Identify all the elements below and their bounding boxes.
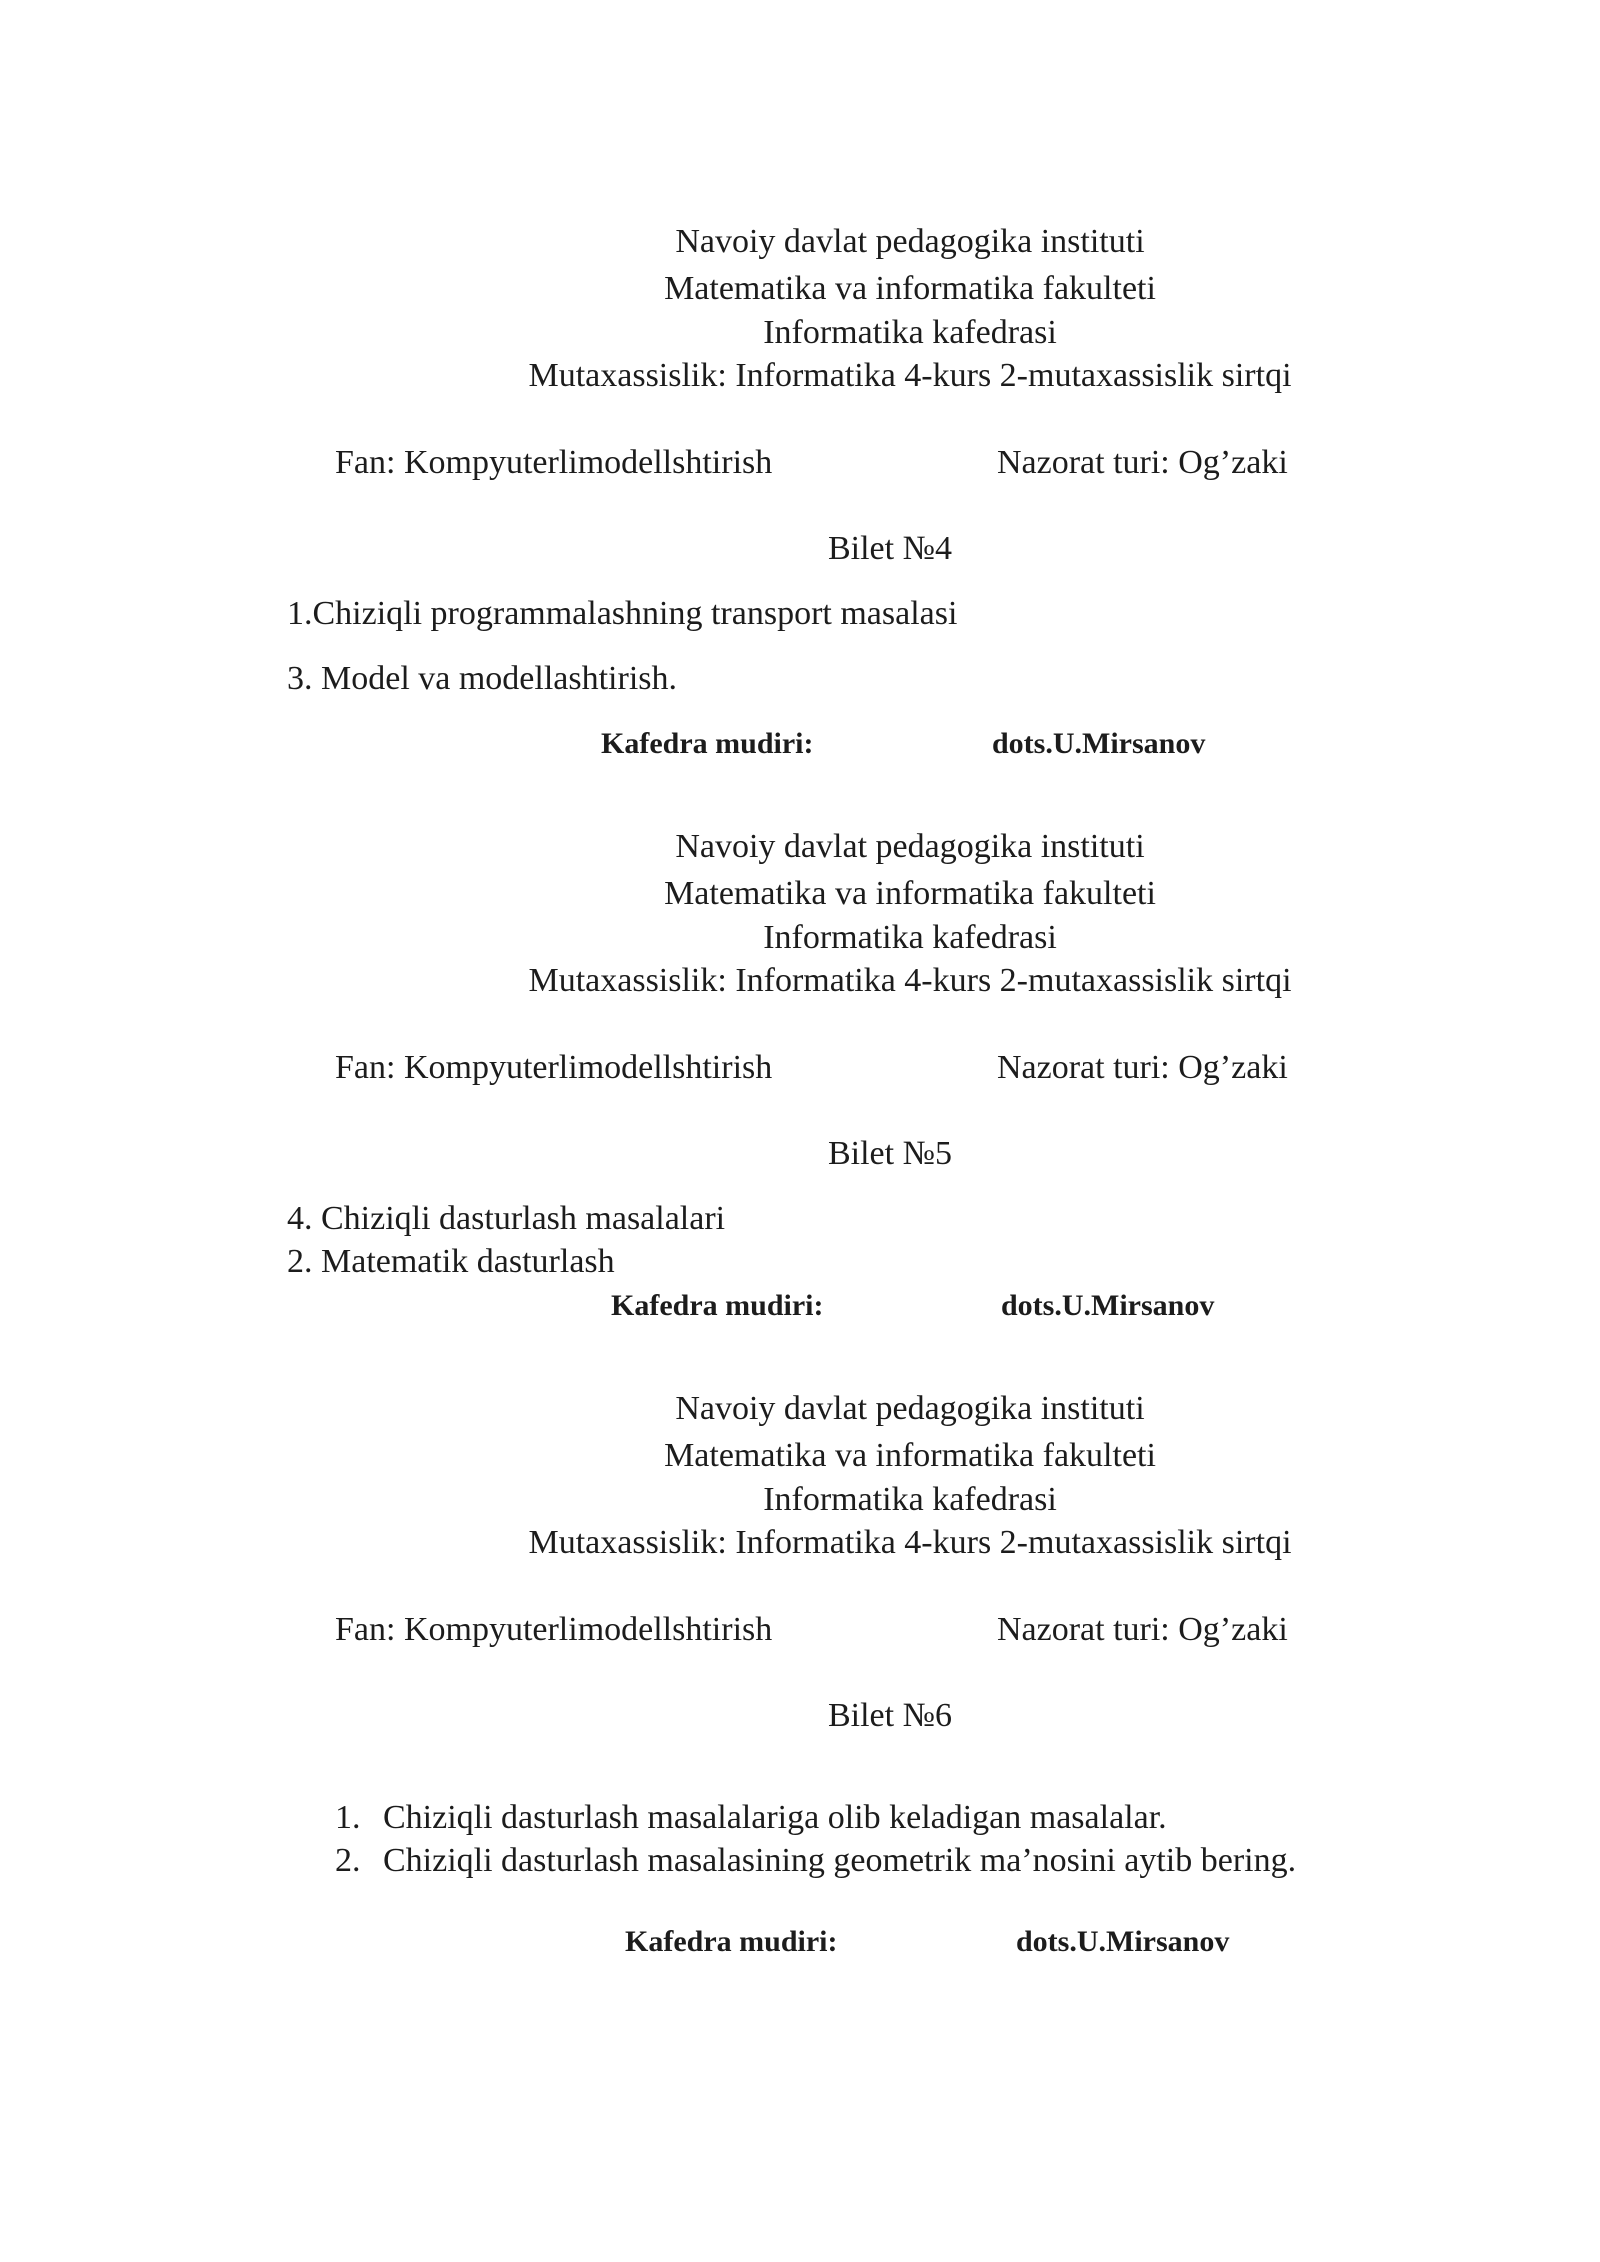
subject-line: Fan: Kompyuterlimodellshtirish <box>335 1611 773 1648</box>
ticket-number: Bilet №4 <box>827 530 953 567</box>
question-number: 2. <box>335 1842 361 1879</box>
ticket-number: Bilet №5 <box>827 1135 953 1172</box>
question-number: 1. <box>335 1799 361 1836</box>
question-item <box>335 1841 1296 1881</box>
question-item <box>335 1798 1167 1838</box>
institute-name: Navoiy davlat pedagogika instituti <box>675 1390 1145 1427</box>
specialty-line: Mutaxassislik: Informatika 4-kurs 2-mutaxassislik sirtqi <box>528 357 1292 394</box>
head-label: Kafedra mudiri: <box>601 727 814 760</box>
specialty-line: Mutaxassislik: Informatika 4-kurs 2-mutaxassislik sirtqi <box>528 962 1292 999</box>
faculty-name: Matematika va informatika fakulteti <box>664 270 1156 307</box>
question-item: 2. Matematik dasturlash <box>287 1243 615 1280</box>
department-name: Informatika kafedrasi <box>763 314 1057 351</box>
specialty-line: Mutaxassislik: Informatika 4-kurs 2-mutaxassislik sirtqi <box>528 1524 1292 1561</box>
institute-name: Navoiy davlat pedagogika instituti <box>675 223 1145 260</box>
department-name: Informatika kafedrasi <box>763 919 1057 956</box>
head-label: Kafedra mudiri: <box>625 1925 838 1958</box>
faculty-name: Matematika va informatika fakulteti <box>664 1437 1156 1474</box>
control-type-line: Nazorat turi: Og’zaki <box>997 1049 1288 1086</box>
head-name: dots.U.Mirsanov <box>1001 1289 1215 1322</box>
question-item: 4. Chiziqli dasturlash masalalari <box>287 1200 726 1237</box>
question-text: Chiziqli dasturlash masalalariga olib keladigan masalalar. <box>383 1799 1167 1836</box>
question-item: 1.Chiziqli programmalashning transport masalasi <box>287 595 958 632</box>
control-type-line: Nazorat turi: Og’zaki <box>997 1611 1288 1648</box>
question-text: Chiziqli dasturlash masalasining geometrik ma’nosini aytib bering. <box>383 1842 1297 1879</box>
control-type-line: Nazorat turi: Og’zaki <box>997 444 1288 481</box>
faculty-name: Matematika va informatika fakulteti <box>664 875 1156 912</box>
head-name: dots.U.Mirsanov <box>1016 1925 1230 1958</box>
ticket-number: Bilet №6 <box>827 1697 953 1734</box>
question-item: 3. Model va modellashtirish. <box>287 660 678 697</box>
institute-name: Navoiy davlat pedagogika instituti <box>675 828 1145 865</box>
head-name: dots.U.Mirsanov <box>992 727 1206 760</box>
department-name: Informatika kafedrasi <box>763 1481 1057 1518</box>
subject-line: Fan: Kompyuterlimodellshtirish <box>335 444 773 481</box>
subject-line: Fan: Kompyuterlimodellshtirish <box>335 1049 773 1086</box>
head-label: Kafedra mudiri: <box>611 1289 824 1322</box>
